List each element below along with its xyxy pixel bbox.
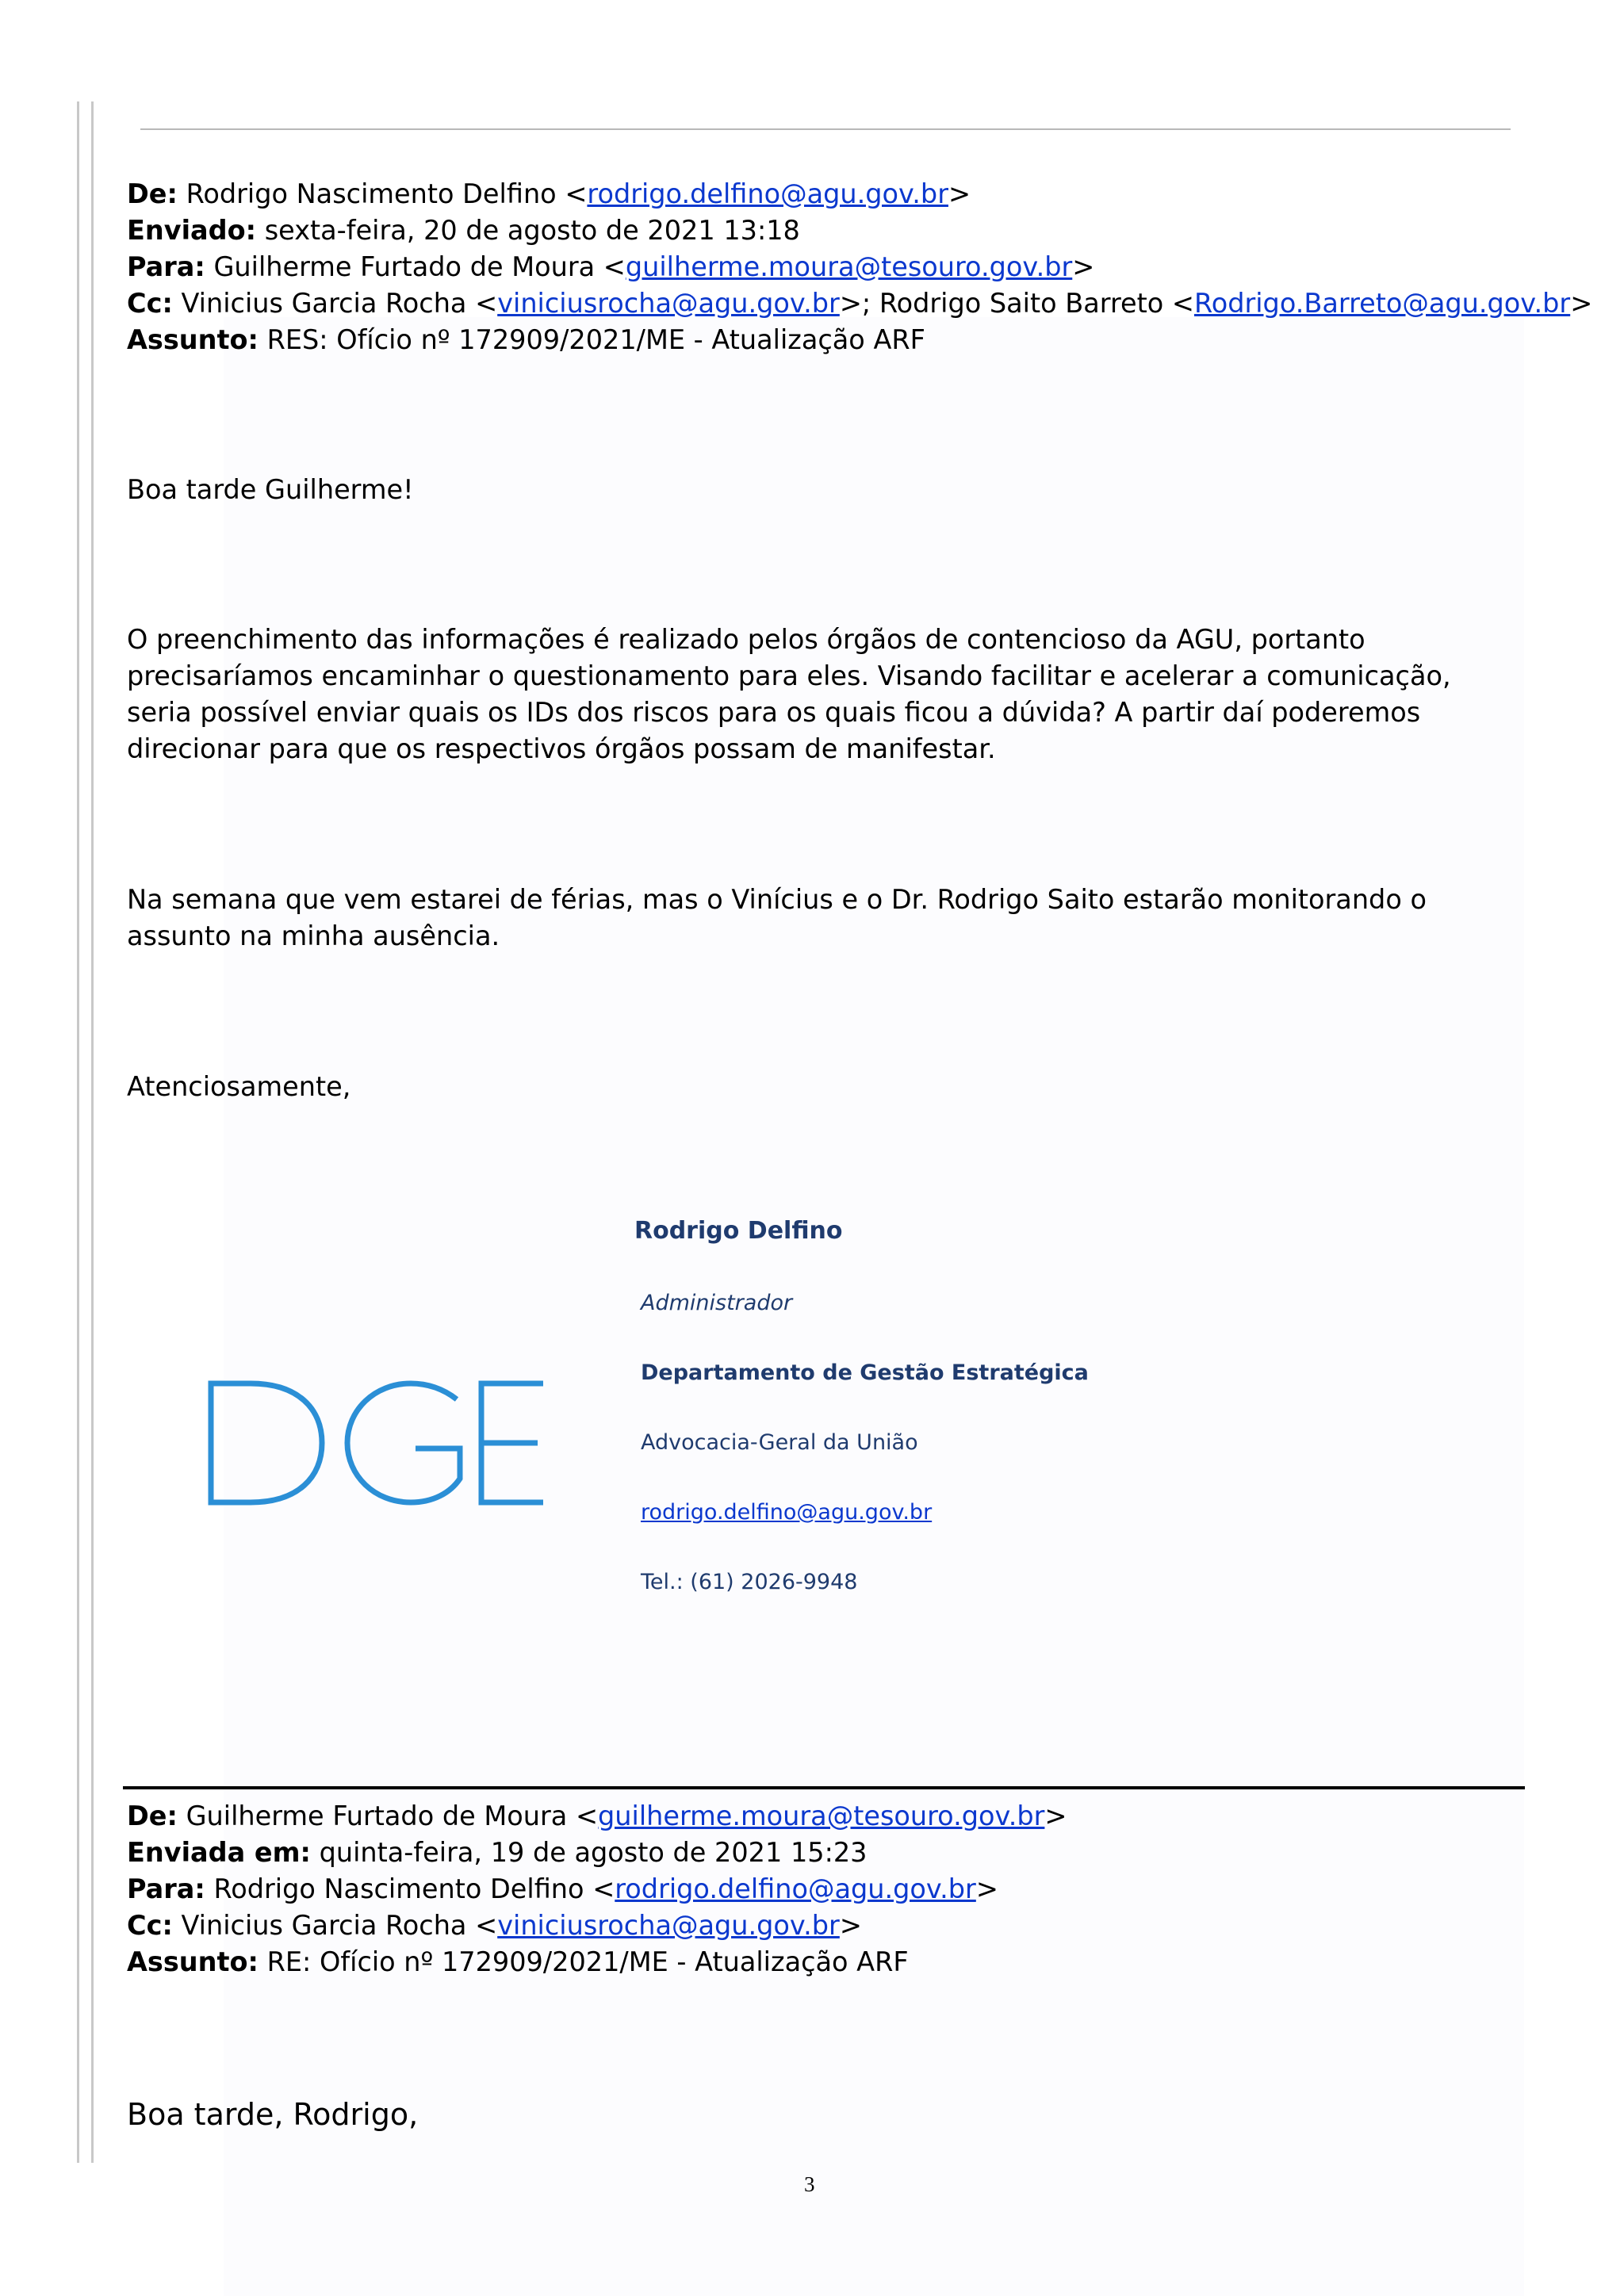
to-name: Guilherme Furtado de Moura (213, 251, 596, 282)
email2-subject-line (127, 1944, 909, 1980)
email1-greeting: Boa tarde Guilherme! (127, 474, 414, 505)
cc2-email-link[interactable]: Rodrigo.Barreto@agu.gov.br (1193, 288, 1571, 319)
signature-name: Rodrigo Delfino (634, 1217, 843, 1245)
cc2-name: Rodrigo Saito Barreto (879, 288, 1164, 319)
top-divider (140, 128, 1511, 130)
email1-from-line: De: Rodrigo Nascimento Delfino <rodrigo.delfino@agu.gov.br> (127, 178, 971, 209)
email-separator (123, 1786, 1525, 1789)
page-number: 3 (804, 2172, 815, 2196)
quote-bar-right (91, 101, 94, 2163)
cc-email-link[interactable]: viniciusrocha@agu.gov.br (497, 1910, 840, 1941)
subject-label: Assunto: (127, 324, 259, 355)
cc-name: Vinicius Garcia Rocha (181, 1910, 467, 1941)
from-name: Rodrigo Nascimento Delfino (186, 178, 557, 209)
email2-greeting: Boa tarde, Rodrigo, (127, 2097, 419, 2132)
email1-paragraph-2: Na semana que vem estarei de férias, mas o Vinícius e o Dr. Rodrigo Saito estarão monitorando o assunto na minha ausência. (127, 884, 1427, 951)
to-name: Rodrigo Nascimento Delfino (213, 1873, 584, 1904)
email2-cc-line: Cc: Vinicius Garcia Rocha <viniciusrocha@agu.gov.br> (127, 1910, 862, 1941)
signature-email-line (641, 1500, 932, 1525)
quote-bar-left (77, 101, 79, 2163)
email2-sent-line (127, 1835, 867, 1871)
email2-to-line: Para: Rodrigo Nascimento Delfino <rodrigo.delfino@agu.gov.br> (127, 1873, 998, 1904)
cc-label: Cc: (127, 1910, 173, 1941)
to-email-link[interactable]: rodrigo.delfino@agu.gov.br (615, 1873, 976, 1904)
signature-organization: Advocacia-Geral da União (641, 1430, 918, 1455)
from-label: De: (127, 178, 178, 209)
from-label: De: (127, 1800, 178, 1831)
email1-closing: Atenciosamente, (127, 1071, 351, 1102)
signature-department: Departamento de Gestão Estratégica (641, 1360, 1089, 1385)
subject-label: Assunto: (127, 1946, 259, 1977)
email2-from-line: De: Guilherme Furtado de Moura <guilherme.moura@tesouro.gov.br> (127, 1800, 1067, 1831)
email1-to-line: Para: Guilherme Furtado de Moura <guilherme.moura@tesouro.gov.br> (127, 251, 1095, 282)
sent-value: sexta-feira, 20 de agosto de 2021 13:18 (264, 215, 800, 246)
email1-cc-line: Cc: Vinicius Garcia Rocha <viniciusrocha@agu.gov.br>; Rodrigo Saito Barreto <Rodrigo.Barreto@agu.gov.br> (127, 288, 1593, 319)
cc-label: Cc: (127, 288, 173, 319)
dge-logo (205, 1376, 553, 1510)
from-email-link[interactable]: guilherme.moura@tesouro.gov.br (598, 1800, 1045, 1831)
from-email-link[interactable]: rodrigo.delfino@agu.gov.br (587, 178, 948, 209)
cc1-name: Vinicius Garcia Rocha (181, 288, 467, 319)
sent-label: Enviado: (127, 215, 257, 246)
email1-subject-line (127, 322, 925, 358)
email-body-shade (224, 317, 1524, 2296)
signature-phone: Tel.: (61) 2026-9948 (641, 1570, 858, 1594)
sent-value: quinta-feira, 19 de agosto de 2021 15:23 (319, 1837, 868, 1868)
signature-email-link[interactable]: rodrigo.delfino@agu.gov.br (641, 1500, 933, 1525)
signature-title: Administrador (641, 1291, 793, 1315)
cc1-email-link[interactable]: viniciusrocha@agu.gov.br (497, 288, 840, 319)
subject-value: RE: Ofício nº 172909/2021/ME - Atualização ARF (266, 1946, 909, 1977)
to-label: Para: (127, 1873, 205, 1904)
from-name: Guilherme Furtado de Moura (186, 1800, 568, 1831)
to-label: Para: (127, 251, 205, 282)
sent-label: Enviada em: (127, 1837, 311, 1868)
to-email-link[interactable]: guilherme.moura@tesouro.gov.br (625, 251, 1073, 282)
email1-paragraph-1: O preenchimento das informações é realizado pelos órgãos de contencioso da AGU, portanto precisaríamos encaminhar o questionamento para eles. Visando facilitar e acelerar a comunicação, seria possível enviar quais os IDs dos riscos para os quais ficou a dúvida? A partir daí poderemos direcionar para que os respectivos órgãos possam de manifestar. (127, 624, 1451, 764)
subject-value: RES: Ofício nº 172909/2021/ME - Atualização ARF (266, 324, 925, 355)
email1-sent-line (127, 212, 800, 249)
